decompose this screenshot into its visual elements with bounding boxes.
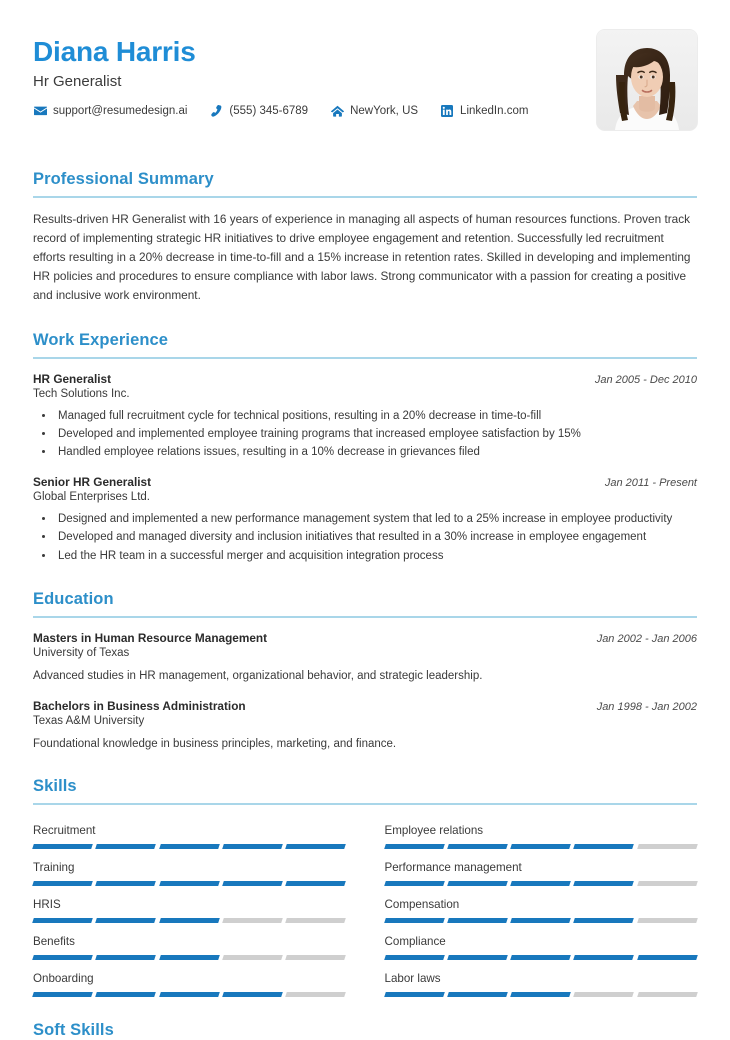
skill-label: Benefits <box>33 934 75 948</box>
section-title-soft-skills: Soft Skills <box>33 1020 114 1039</box>
skill-segment-empty <box>285 992 346 997</box>
section-title-skills: Skills <box>33 776 77 795</box>
skill-segment-empty <box>574 992 635 997</box>
skill-segment-filled <box>222 844 283 849</box>
work-entry-title: Senior HR Generalist <box>33 474 152 489</box>
skill-segment-filled <box>32 918 93 923</box>
section-education <box>33 590 697 753</box>
skill-segment-filled <box>574 844 635 849</box>
list-item: • Developed and managed diversity and inclusion initiatives that resulted in a 30% increase in employee engagement <box>55 529 697 546</box>
skill-segment-filled <box>95 881 156 886</box>
skill-segment-filled <box>159 955 220 960</box>
work-entry-bullets <box>33 408 697 462</box>
section-divider <box>33 196 697 198</box>
skill-item <box>385 926 698 963</box>
skill-segment-filled <box>95 992 156 997</box>
skill-item <box>33 852 346 889</box>
skill-segment-filled <box>285 844 346 849</box>
resume-header <box>33 30 697 148</box>
skill-label: HRIS <box>33 897 61 911</box>
skill-item <box>33 926 346 963</box>
skill-label: Performance management <box>384 860 522 874</box>
skill-level-bar <box>33 992 346 997</box>
skill-level-bar <box>33 955 346 960</box>
education-entry-organization: University of Texas <box>33 647 130 660</box>
list-item: • Developed and implemented employee training programs that increased employee satisfaction by 15% <box>55 426 697 443</box>
skill-label: Onboarding <box>33 971 94 985</box>
section-professional-summary <box>33 170 697 306</box>
education-entry <box>33 699 697 753</box>
contact-phone-text: (555) 345-6789 <box>229 105 309 118</box>
education-entry-title: Bachelors in Business Administration <box>33 698 246 713</box>
skill-segment-filled <box>159 992 220 997</box>
candidate-name: Diana Harris <box>33 36 196 67</box>
contact-linkedin[interactable] <box>440 105 528 118</box>
skill-segment-filled <box>384 881 445 886</box>
skill-label: Compensation <box>384 897 460 911</box>
skill-segment-empty <box>285 955 346 960</box>
skill-label: Compliance <box>384 934 446 948</box>
skill-level-bar <box>33 881 346 886</box>
skill-segment-filled <box>574 955 635 960</box>
header-text-block <box>33 30 597 118</box>
skill-segment-filled <box>510 955 571 960</box>
work-entry-organization: Tech Solutions Inc. <box>33 387 130 400</box>
skill-segment-filled <box>222 881 283 886</box>
contact-location-text: NewYork, US <box>350 105 419 118</box>
skill-label: Labor laws <box>384 971 441 985</box>
skill-segment-filled <box>384 844 445 849</box>
section-title-work: Work Experience <box>33 330 169 349</box>
section-title-education: Education <box>33 590 114 609</box>
skill-segment-filled <box>159 918 220 923</box>
skill-segment-filled <box>159 881 220 886</box>
skill-level-bar <box>385 992 698 997</box>
skill-label: Recruitment <box>33 823 96 837</box>
phone-icon <box>209 105 223 118</box>
linkedin-icon <box>440 105 454 118</box>
work-entry-bullets <box>33 511 697 565</box>
education-entry <box>33 631 697 685</box>
skill-segment-filled <box>510 918 571 923</box>
profile-photo <box>597 30 697 130</box>
work-entry <box>33 475 697 565</box>
education-entry-description: Advanced studies in HR management, organizational behavior, and strategic leadership. <box>33 670 483 683</box>
contact-email[interactable] <box>33 105 187 118</box>
education-entry-description: Foundational knowledge in business principles, marketing, and finance. <box>33 737 397 750</box>
list-item: • Designed and implemented a new performance management system that led to a 25% increase in employee productivity <box>55 511 697 528</box>
work-entry-date: Jan 2005 - Dec 2010 <box>594 373 697 386</box>
skill-segment-filled <box>384 918 445 923</box>
skill-item <box>385 852 698 889</box>
section-work-experience <box>33 331 697 566</box>
skill-segment-filled <box>32 955 93 960</box>
skill-segment-filled <box>159 844 220 849</box>
work-entry-header <box>33 475 697 489</box>
summary-text: Results-driven HR Generalist with 16 years of experience in managing all aspects of human resources functions. Proven track record of implementing strategic HR initiatives to drive employee engagement and retention. Successfully led recruitment efforts resulting in a 20% decrease in time-to-fill and a 15% increase in retention rates. Skilled in developing and implementing HR policies and procedures to ensure compliance with labor laws. Strong communicator with a passion for creating a positive and inclusive work environment. <box>33 212 691 303</box>
contact-location[interactable] <box>330 105 418 118</box>
contact-linkedin-text: LinkedIn.com <box>460 105 529 118</box>
skill-segment-filled <box>447 992 508 997</box>
skill-segment-filled <box>32 881 93 886</box>
skill-segment-filled <box>510 881 571 886</box>
contact-email-text: support@resumedesign.ai <box>53 105 188 118</box>
work-entry-header <box>33 372 697 386</box>
home-icon <box>330 105 344 118</box>
skill-segment-filled <box>447 955 508 960</box>
skill-segment-filled <box>447 918 508 923</box>
skill-segment-filled <box>32 992 93 997</box>
work-entry-organization: Global Enterprises Ltd. <box>33 490 150 503</box>
skill-level-bar <box>33 844 346 849</box>
skill-label: Employee relations <box>384 823 484 837</box>
section-divider <box>33 803 697 805</box>
skill-segment-empty <box>637 992 698 997</box>
education-entry-date: Jan 2002 - Jan 2006 <box>596 633 697 646</box>
list-item: • Managed full recruitment cycle for technical positions, resulting in a 20% decrease in time-to-fill <box>55 408 697 425</box>
skill-segment-filled <box>384 955 445 960</box>
skill-segment-empty <box>637 918 698 923</box>
section-soft-skills <box>33 1021 697 1040</box>
skill-segment-empty <box>285 918 346 923</box>
skill-level-bar <box>385 918 698 923</box>
skill-segment-filled <box>510 992 571 997</box>
skill-item <box>385 815 698 852</box>
skill-segment-filled <box>384 992 445 997</box>
section-skills <box>33 777 697 1000</box>
list-item: • Handled employee relations issues, resulting in a 10% decrease in grievances filed <box>55 444 697 461</box>
skill-segment-filled <box>95 918 156 923</box>
skill-segment-filled <box>637 955 698 960</box>
skill-segment-empty <box>222 955 283 960</box>
skill-segment-filled <box>574 881 635 886</box>
contact-phone[interactable] <box>209 105 308 118</box>
skill-level-bar <box>385 844 698 849</box>
skill-item <box>385 963 698 1000</box>
skill-level-bar <box>33 918 346 923</box>
skill-item <box>385 889 698 926</box>
skill-level-bar <box>385 955 698 960</box>
skill-segment-empty <box>637 844 698 849</box>
skill-label: Training <box>33 860 75 874</box>
skill-segment-filled <box>447 844 508 849</box>
skill-item <box>33 889 346 926</box>
education-entry-header <box>33 631 697 645</box>
section-title-summary: Professional Summary <box>33 170 214 188</box>
skill-segment-filled <box>32 844 93 849</box>
skill-item <box>33 963 346 1000</box>
skill-item <box>33 815 346 852</box>
education-entry-date: Jan 1998 - Jan 2002 <box>596 700 697 713</box>
work-entry-date: Jan 2011 - Present <box>604 476 697 489</box>
work-entry-title: HR Generalist <box>33 371 112 386</box>
list-item: • Led the HR team in a successful merger and acquisition integration process <box>55 548 697 565</box>
skill-level-bar <box>385 881 698 886</box>
skill-segment-filled <box>574 918 635 923</box>
contact-row <box>33 105 597 118</box>
skills-grid <box>33 815 697 1000</box>
skill-segment-filled <box>510 844 571 849</box>
skill-segment-filled <box>222 992 283 997</box>
work-entry <box>33 372 697 462</box>
section-divider <box>33 616 697 618</box>
candidate-job-title: Hr Generalist <box>33 72 122 90</box>
education-entry-organization: Texas A&M University <box>33 714 145 727</box>
skill-segment-empty <box>637 881 698 886</box>
skill-segment-filled <box>285 881 346 886</box>
skill-segment-filled <box>447 881 508 886</box>
skill-segment-filled <box>95 955 156 960</box>
education-entry-header <box>33 699 697 713</box>
section-divider <box>33 357 697 359</box>
education-entry-title: Masters in Human Resource Management <box>33 631 268 646</box>
skill-segment-filled <box>95 844 156 849</box>
skill-segment-empty <box>222 918 283 923</box>
envelope-icon <box>33 105 47 118</box>
